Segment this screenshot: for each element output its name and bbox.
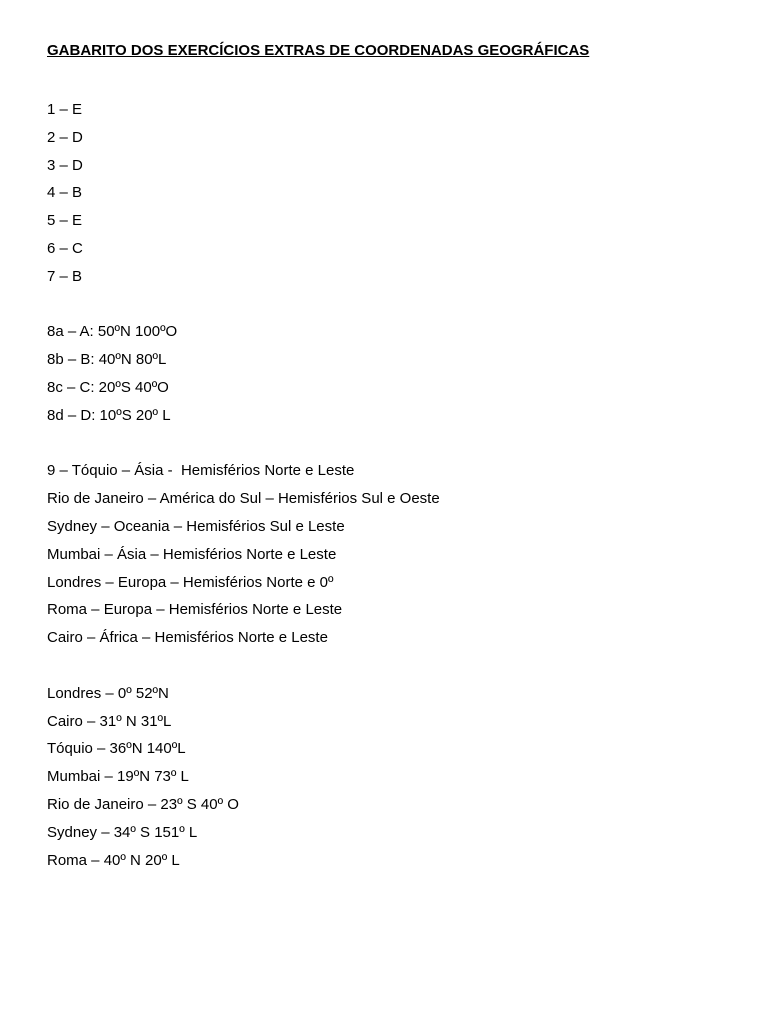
answers-list [47,96,737,291]
answer-line: 7 – B [47,267,83,285]
q9-line: Sydney – Oceania – Hemisférios Sul e Leste [47,517,345,535]
answer-line: 6 – C [47,239,83,257]
coordinate-line: Mumbai – 19ºN 73º L [47,768,189,786]
document-title: GABARITO DOS EXERCÍCIOS EXTRAS DE COORDENADAS GEOGRÁFICAS [47,42,590,59]
answer-line: 1 – E [47,101,83,118]
answer-line: 3 – D [47,156,83,174]
coordinate-line: Roma – 40º N 20º L [47,851,180,869]
q9-line: Rio de Janeiro – América do Sul – Hemisférios Sul e Oeste [47,490,440,508]
q9-line: Cairo – África – Hemisférios Norte e Leste [47,629,328,647]
question-8-list [47,318,737,429]
document-page [47,41,737,874]
spacer [47,291,737,319]
spacer [47,61,737,96]
coordinate-line: Cairo – 31º N 31ºL [47,712,172,730]
answer-line: 4 – B [47,184,83,202]
q8-line: 8b – B: 40ºN 80ºL [47,351,167,369]
coordinate-line: Rio de Janeiro – 23º S 40º O [47,795,239,813]
answer-line: 2 – D [47,128,83,146]
q9-line: Londres – Europa – Hemisférios Norte e 0º [47,573,334,591]
question-9-list [47,457,737,652]
q9-line: Roma – Europa – Hemisférios Norte e Leste [47,601,343,619]
spacer [47,652,737,680]
coordinate-line: Londres – 0º 52ºN [47,684,169,702]
coordinate-line: Sydney – 34º S 151º L [47,823,198,841]
q8-line: 8a – A: 50ºN 100ºO [47,323,178,341]
q9-line: Mumbai – Ásia – Hemisférios Norte e Leste [47,545,337,563]
q8-line: 8c – C: 20ºS 40ºO [47,378,169,396]
coordinates-list [47,680,737,875]
q9-line: 9 – Tóquio – Ásia - Hemisférios Norte e Leste [47,462,355,480]
coordinate-line: Tóquio – 36ºN 140ºL [47,740,186,758]
answer-line: 5 – E [47,212,83,230]
spacer [47,430,737,458]
q8-line: 8d – D: 10ºS 20º L [47,406,171,424]
